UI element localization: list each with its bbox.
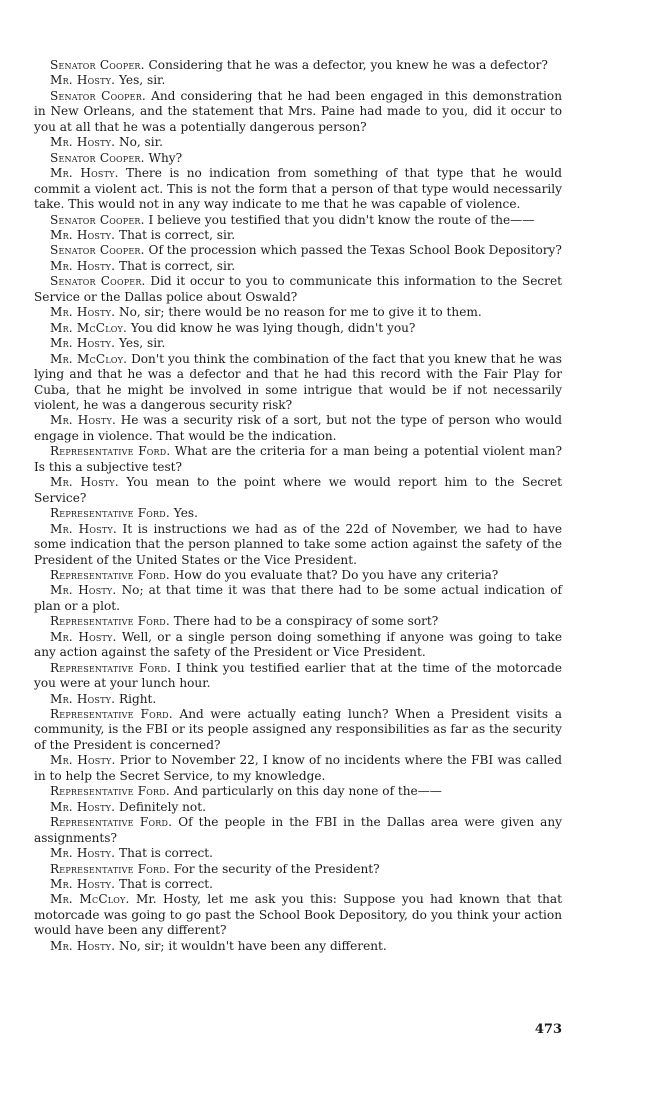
speaker-name: Mr. Hosty.	[50, 583, 117, 598]
transcript-paragraph	[34, 89, 562, 135]
transcript-paragraph	[34, 862, 562, 877]
transcript-paragraph	[34, 274, 562, 305]
statement-text: Definitely not.	[115, 799, 206, 814]
statement-text: You mean to the point where we would report him to the Secret Service?	[34, 475, 562, 505]
speaker-name: Mr. Hosty.	[50, 135, 116, 150]
transcript-paragraph	[34, 583, 562, 614]
statement-text: That is correct, sir.	[115, 258, 236, 273]
speaker-name: Senator Cooper.	[50, 88, 146, 103]
transcript-paragraph	[34, 135, 562, 150]
statement-text: Of the people in the FBI in the Dallas area were given any assignments?	[34, 815, 562, 845]
transcript-paragraph	[34, 630, 562, 661]
statement-text: That is correct.	[115, 877, 213, 892]
statement-text: How do you evaluate that? Do you have any criteria?	[169, 567, 499, 582]
transcript-paragraph	[34, 846, 562, 861]
speaker-name: Senator Cooper.	[50, 58, 145, 72]
speaker-name: Mr. Hosty.	[50, 691, 116, 706]
statement-text: That is correct.	[115, 846, 213, 861]
transcript-paragraph	[34, 568, 562, 583]
speaker-name: Senator Cooper.	[50, 243, 145, 258]
speaker-name: Representative Ford.	[50, 614, 170, 629]
transcript-paragraph	[34, 815, 562, 846]
speaker-name: Mr. Hosty.	[50, 877, 116, 892]
statement-text: No, sir; there would be no reason for me to give it to them.	[115, 305, 482, 320]
statement-text: Yes, sir.	[115, 73, 166, 88]
speaker-name: Senator Cooper.	[50, 212, 145, 227]
transcript-paragraph	[34, 692, 562, 707]
transcript-paragraph	[34, 707, 562, 753]
speaker-name: Mr. Hosty.	[50, 521, 117, 536]
speaker-name: Representative Ford.	[50, 567, 170, 582]
transcript-paragraph	[34, 939, 562, 954]
transcript-paragraph	[34, 800, 562, 815]
statement-text: Right.	[115, 691, 157, 706]
statement-text: And considering that he had been engaged in this demonstration in New Orleans, and the statement that Mrs. Paine had made to you, did it occur to you at all that he was a potentially dangerous person?	[34, 88, 562, 134]
transcript-paragraph	[34, 352, 562, 414]
transcript-paragraph	[34, 259, 562, 274]
page-number: 473	[534, 1022, 562, 1037]
speaker-name: Mr. Hosty.	[50, 475, 119, 490]
transcript-paragraph	[34, 753, 562, 784]
transcript-paragraph	[34, 213, 562, 228]
speaker-name: Representative Ford.	[50, 707, 173, 722]
transcript-paragraph	[34, 522, 562, 568]
statement-text: No, sir; it wouldn't have been any different.	[115, 938, 387, 953]
transcript-paragraph	[34, 877, 562, 892]
transcript-paragraph	[34, 506, 562, 521]
statement-text: Did it occur to you to communicate this information to the Secret Service or the Dallas police about Oswald?	[34, 274, 562, 304]
transcript-paragraph	[34, 784, 562, 799]
statement-text: There had to be a conspiracy of some sort?	[169, 614, 439, 629]
speaker-name: Mr. Hosty.	[50, 753, 116, 768]
speaker-name: Mr. Hosty.	[50, 846, 116, 861]
transcript-paragraph	[34, 305, 562, 320]
statement-text: Yes, sir.	[115, 336, 166, 351]
statement-text: Yes.	[169, 506, 198, 521]
speaker-name: Representative Ford.	[50, 506, 170, 521]
speaker-name: Senator Cooper.	[50, 274, 146, 289]
statement-text: Prior to November 22, I know of no incidents where the FBI was called in to help the Secret Service, to my knowledge.	[34, 753, 562, 783]
speaker-name: Mr. McCloy.	[50, 320, 128, 335]
transcript-paragraph	[34, 413, 562, 444]
speaker-name: Mr. Hosty.	[50, 166, 119, 181]
transcript-paragraph	[34, 321, 562, 336]
transcript-paragraph	[34, 614, 562, 629]
transcript-paragraph	[34, 444, 562, 475]
speaker-name: Mr. Hosty.	[50, 336, 116, 351]
statement-text: It is instructions we had as of the 22d of November, we had to have some indication that the person planned to take some action against the safety of the President of the United States or the Vice President.	[34, 521, 562, 567]
speaker-name: Mr. Hosty.	[50, 799, 116, 814]
speaker-name: Representative Ford.	[50, 444, 171, 459]
transcript-body	[34, 58, 562, 954]
speaker-name: Mr. Hosty.	[50, 938, 116, 953]
speaker-name: Mr. Hosty.	[50, 629, 117, 644]
statement-text: Well, or a single person doing something if anyone was going to take any action against the safety of the President or Vice President.	[34, 629, 562, 660]
transcript-paragraph	[34, 475, 562, 506]
speaker-name: Mr. Hosty.	[50, 227, 116, 242]
statement-text: He was a security risk of a sort, but not the type of person who would engage in violence. That would be the indication.	[34, 413, 562, 443]
statement-text: I believe you testified that you didn't know the route of the——	[144, 212, 535, 227]
transcript-paragraph	[34, 166, 562, 212]
speaker-name: Mr. Hosty.	[50, 258, 116, 273]
speaker-name: Mr. Hosty.	[50, 305, 116, 320]
speaker-name: Representative Ford.	[50, 861, 170, 876]
speaker-name: Mr. Hosty.	[50, 413, 116, 428]
transcript-paragraph	[34, 661, 562, 692]
transcript-paragraph	[34, 73, 562, 88]
transcript-paragraph	[34, 151, 562, 166]
transcript-paragraph	[34, 58, 562, 73]
speaker-name: Mr. Hosty.	[50, 73, 116, 88]
statement-text: No; at that time it was that there had to be some actual indication of plan or a plot.	[34, 583, 562, 613]
statement-text: Mr. Hosty, let me ask you this: Suppose you had known that that motorcade was going to go past the School Book Depository, do you think your action would have been any different?	[34, 892, 562, 938]
transcript-paragraph	[34, 243, 562, 258]
speaker-name: Representative Ford.	[50, 815, 173, 830]
transcript-paragraph	[34, 336, 562, 351]
speaker-name: Representative Ford.	[50, 784, 170, 799]
speaker-name: Representative Ford.	[50, 660, 172, 675]
statement-text: For the security of the President?	[169, 861, 380, 876]
statement-text: Don't you think the combination of the fact that you knew that he was lying and that he was a defector and that he had this record with the Fair Play for Cuba, that he might be involved in some intrigue that would be if not necessarily violent, he was a dangerous security risk?	[34, 351, 562, 412]
statement-text: You did know he was lying though, didn't you?	[127, 320, 416, 335]
statement-text: Considering that he was a defector, you knew he was a defector?	[144, 58, 548, 72]
statement-text: Of the procession which passed the Texas School Book Depository?	[144, 243, 562, 258]
speaker-name: Mr. McCloy.	[50, 351, 128, 366]
statement-text: Why?	[144, 150, 183, 165]
statement-text: I think you testified earlier that at the time of the motorcade you were at your lunch hour.	[34, 660, 562, 691]
statement-text: There is no indication from something of that type that he would commit a violent act. This is not the form that a person of that type would necessarily take. This would not in any way indicate to me that he was capable of violence.	[34, 166, 562, 212]
statement-text: That is correct, sir.	[115, 227, 236, 242]
speaker-name: Mr. McCloy.	[50, 892, 130, 907]
statement-text: And particularly on this day none of the——	[169, 784, 442, 799]
statement-text: What are the criteria for a man being a potential violent man? Is this a subjective test?	[34, 444, 562, 474]
transcript-paragraph	[34, 228, 562, 243]
speaker-name: Senator Cooper.	[50, 150, 145, 165]
transcript-paragraph	[34, 892, 562, 938]
statement-text: No, sir.	[115, 135, 163, 150]
statement-text: And were actually eating lunch? When a President visits a community, is the FBI or its people assigned any responsibilities as far as the security of the President is concerned?	[34, 707, 562, 752]
